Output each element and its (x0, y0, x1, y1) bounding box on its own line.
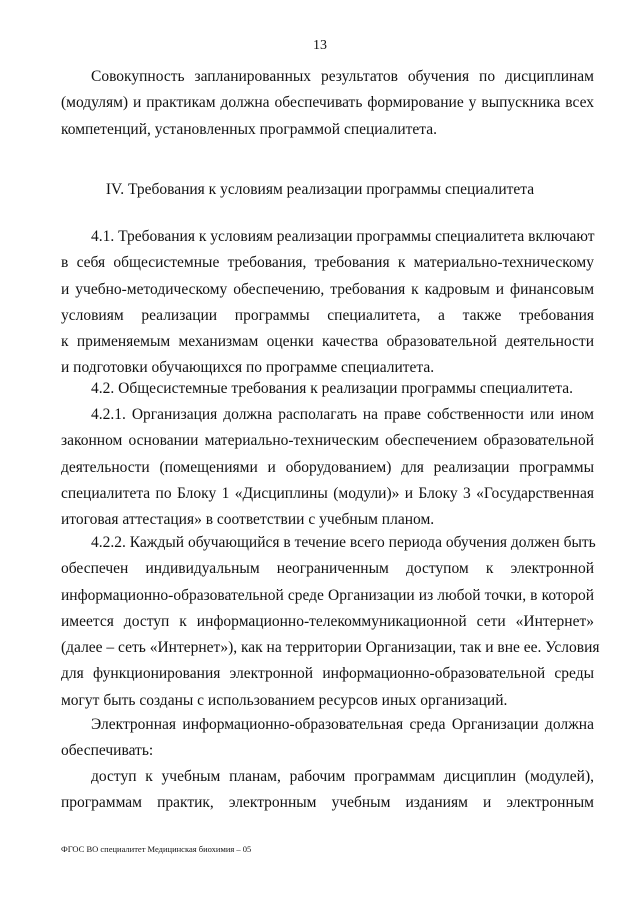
text-line: программам практик, электронным учебным изданиям и электронным (61, 794, 594, 812)
text-line: и подготовки обучающихся по программе специалитета. (61, 359, 435, 377)
paragraph-4-2-2 (61, 530, 600, 714)
intro-paragraph (61, 64, 594, 143)
text-line: доступ к учебным планам, рабочим программам дисциплин (модулей), (91, 768, 594, 785)
text-line: условиям реализации программы специалитета, а также требования (61, 306, 594, 324)
text-line: 4.2.1. Организация должна располагать на праве собственности или ином (91, 406, 594, 423)
section-heading: IV. Требования к условиям реализации программы специалитета (105, 181, 535, 198)
text-line: Совокупность запланированных результатов обучения по дисциплинам (91, 68, 594, 85)
text-line: в себя общесистемные требования, требования к материально-техническому (61, 254, 594, 272)
text-line: 4.1. Требования к условиям реализации программы специалитета включают (91, 228, 595, 245)
paragraph-4-1 (61, 224, 594, 382)
paragraph-access (61, 764, 594, 817)
text-line: для функционирования электронной информационно-образовательной среды (61, 665, 594, 683)
page-number: 13 (313, 38, 327, 53)
text-line: имеется доступ к информационно-телекоммуникационной сети «Интернет» (61, 612, 594, 630)
text-line: компетенций, установленных программой специалитета. (61, 120, 438, 138)
text-line: специалитета по Блоку 1 «Дисциплины (модули)» и Блоку 3 «Государственная (61, 484, 594, 502)
text-line: (модулям) и практикам должна обеспечивать формирование у выпускника всех (61, 94, 594, 112)
text-line: могут быть созданы с использованием ресурсов иных организаций. (61, 691, 508, 709)
text-line: (далее – сеть «Интернет»), как на территории Организации, так и вне ее. Условия (61, 639, 600, 657)
paragraph-4-2-1 (61, 402, 594, 533)
text-line: законном основании материально-техническим обеспечением образовательной (61, 432, 594, 450)
text-line: и учебно-методическому обеспечению, требования к кадровым и финансовым (61, 280, 594, 298)
text-line: к применяемым механизмам оценки качества образовательной деятельности (61, 333, 594, 351)
paragraph-4-2 (61, 376, 594, 402)
text-line: обеспечивать: (61, 742, 154, 760)
text-line: информационно-образовательной среде Организации из любой точки, в которой (61, 586, 594, 604)
text-line: итоговая аттестация» в соответствии с учебным планом. (61, 511, 435, 529)
page-footer: ФГОС ВО специалитет Медицинская биохимия – 05 (61, 844, 252, 854)
text-line: 4.2. Общесистемные требования к реализации программы специалитета. (91, 380, 573, 397)
paragraph-environment (61, 712, 594, 765)
text-line: обеспечен индивидуальным неограниченным доступом к электронной (61, 560, 594, 578)
text-line: деятельности (помещениями и оборудованием) для реализации программы (61, 458, 594, 476)
text-line: Электронная информационно-образовательная среда Организации должна (91, 716, 594, 733)
text-line: 4.2.2. Каждый обучающийся в течение всего периода обучения должен быть (91, 534, 596, 551)
